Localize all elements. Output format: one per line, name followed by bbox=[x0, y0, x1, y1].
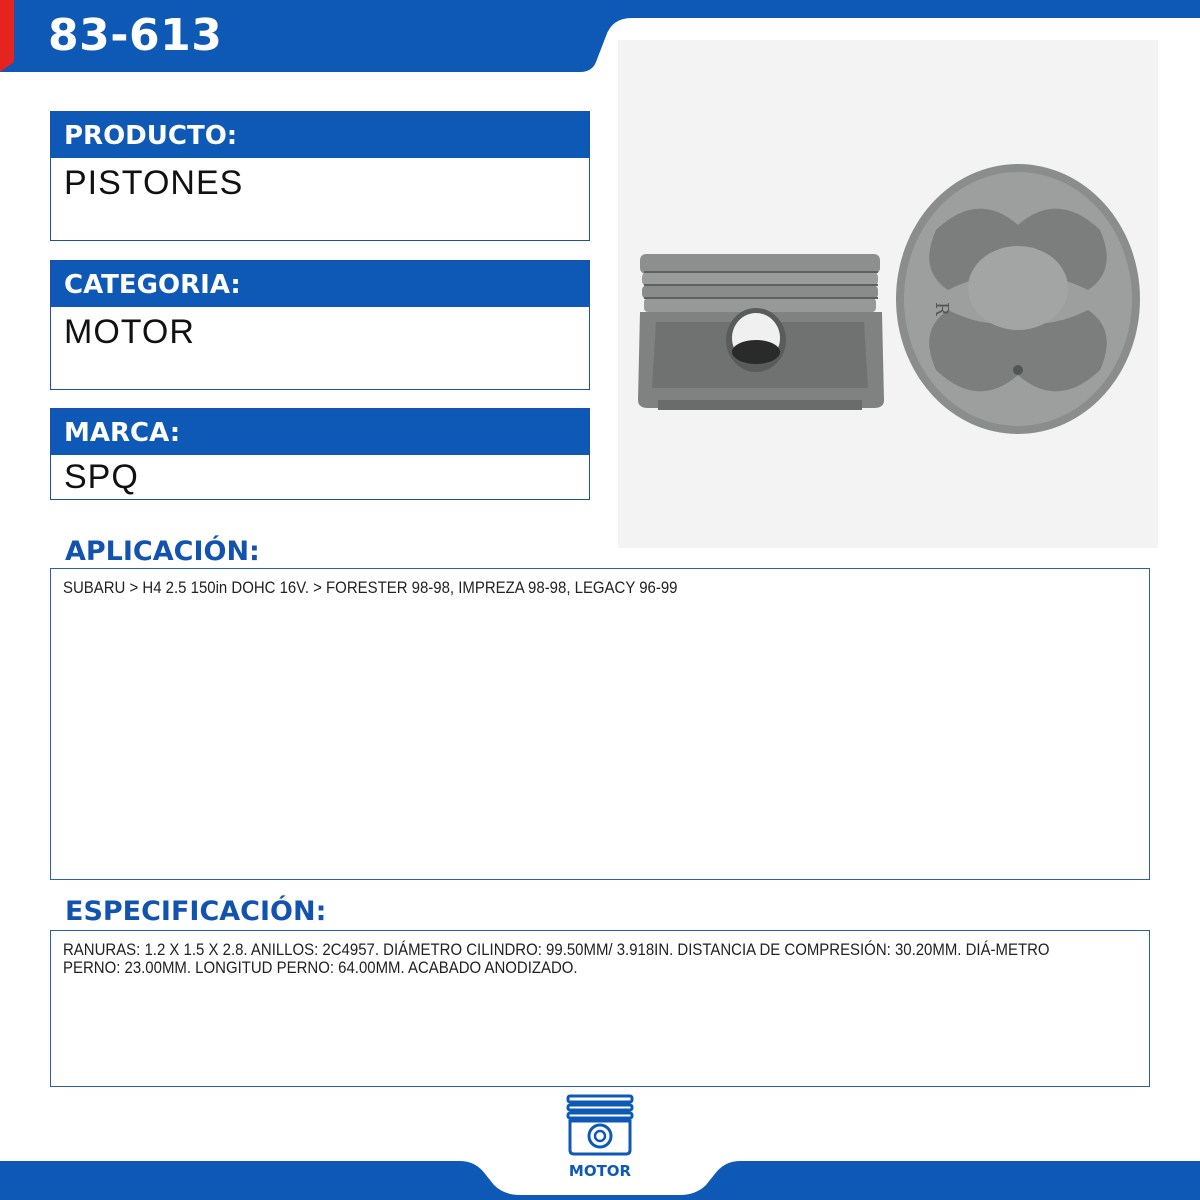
aplicacion-text: SUBARU > H4 2.5 150in DOHC 16V. > FORESTER 98-98, IMPREZA 98-98, LEGACY 96-99 bbox=[63, 578, 678, 597]
categoria-value: MOTOR bbox=[64, 313, 195, 351]
producto-label: PRODUCTO: bbox=[51, 112, 589, 158]
piston-icon bbox=[560, 1092, 640, 1158]
svg-text:R: R bbox=[931, 302, 952, 316]
marca-label: MARCA: bbox=[51, 409, 589, 455]
producto-value: PISTONES bbox=[64, 164, 244, 202]
categoria-box bbox=[50, 260, 590, 390]
piston-top-view bbox=[896, 164, 1140, 434]
aplicacion-title: APLICACIÓN: bbox=[65, 536, 260, 567]
piston-side-view bbox=[638, 254, 884, 410]
marca-value: SPQ bbox=[64, 458, 139, 496]
especificacion-box bbox=[50, 930, 1150, 1087]
categoria-label: CATEGORIA: bbox=[51, 261, 589, 307]
especificacion-text: RANURAS: 1.2 X 1.5 X 2.8. ANILLOS: 2C4957. DIÁMETRO CILINDRO: 99.50MM/ 3.918IN. DISTANCIA DE COMPRESIÓN: 30.20MM. DIÁ-METRO PERNO: 23.00MM. LONGITUD PERNO: 64.00MM. ACABADO ANODIZADO. bbox=[63, 940, 1050, 977]
product-photo bbox=[618, 40, 1158, 548]
especificacion-title: ESPECIFICACIÓN: bbox=[65, 896, 327, 927]
aplicacion-box bbox=[50, 568, 1150, 880]
part-number-title: 83-613 bbox=[48, 10, 223, 61]
footer-category-label: MOTOR bbox=[568, 1162, 632, 1180]
marca-box bbox=[50, 408, 590, 500]
producto-box bbox=[50, 111, 590, 241]
